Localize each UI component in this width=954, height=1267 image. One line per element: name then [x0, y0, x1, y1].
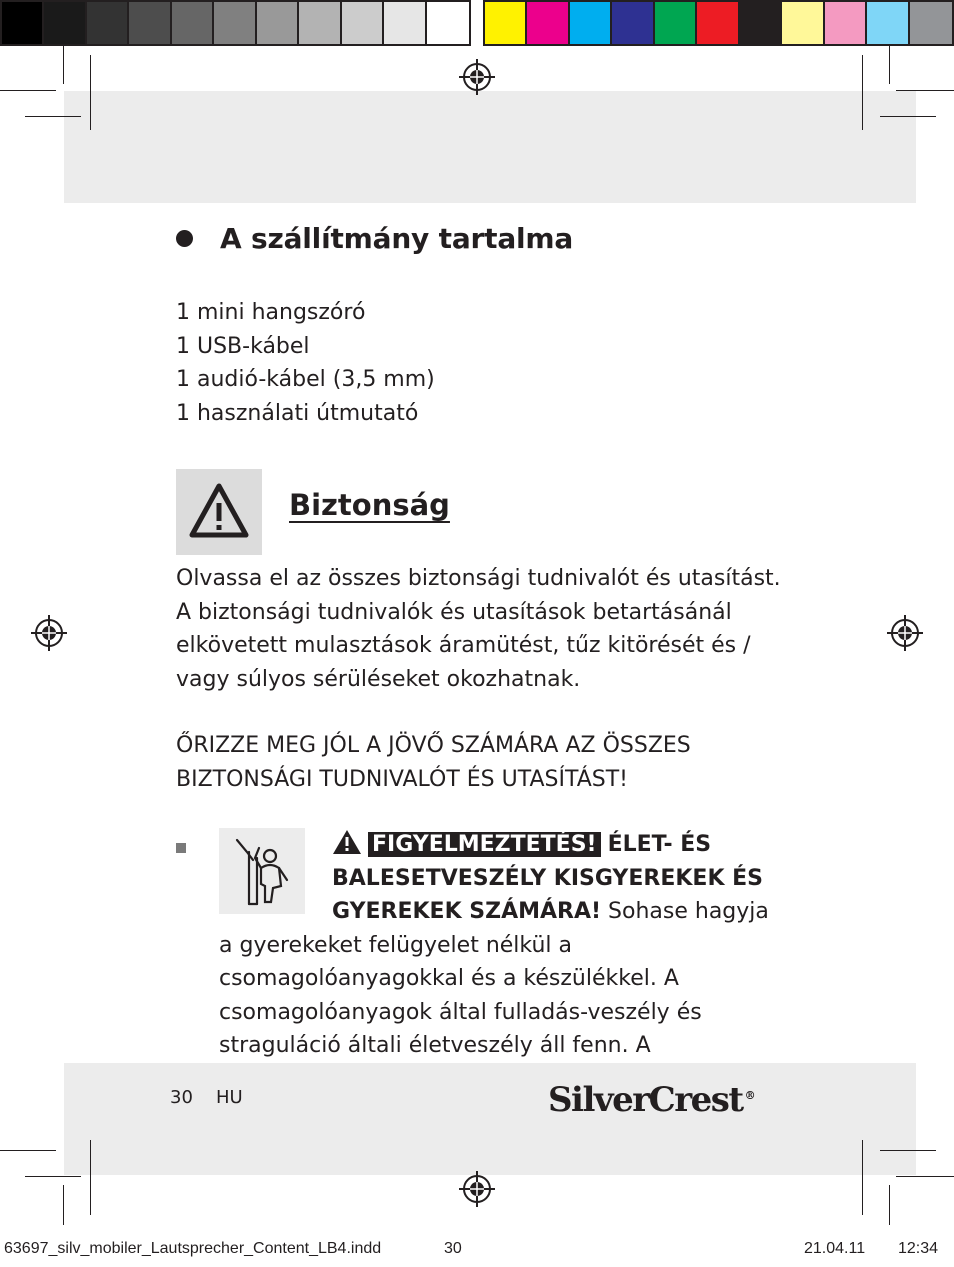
registration-mark-icon — [459, 1171, 495, 1207]
gray-swatch — [384, 2, 426, 44]
page-number: 30 — [170, 1087, 193, 1108]
keep-instructions-notice: ŐRIZZE MEG JÓL A JÖVŐ SZÁMÁRA AZ ÖSSZES BIZTONSÁGI TUDNIVALÓT ÉS UTASÍTÁST! — [176, 733, 691, 792]
slug-page: 30 — [444, 1240, 462, 1257]
section-heading-contents — [176, 222, 573, 255]
gray-swatch — [172, 2, 214, 44]
registration-mark-icon — [31, 615, 67, 651]
heading-bullet-icon — [176, 230, 193, 247]
list-item: 1 audió-kábel (3,5 mm) — [176, 367, 435, 392]
color-swatch — [740, 2, 782, 44]
warning-triangle-icon — [332, 829, 362, 855]
slug-time: 12:34 — [898, 1240, 939, 1257]
brand-logo — [548, 1080, 756, 1120]
slug-date: 21.04.11 — [804, 1240, 866, 1257]
color-swatch — [867, 2, 909, 44]
color-swatch — [655, 2, 697, 44]
list-bullet-icon — [176, 843, 186, 853]
gray-swatch — [427, 2, 469, 44]
grayscale-color-bar — [0, 0, 471, 46]
process-color-bar — [483, 0, 954, 46]
registered-mark: ® — [744, 1088, 756, 1102]
safety-intro-text: Olvassa el az összes biztonsági tudnivalót és utasítást. A biztonsági tudnivalók és utasítások betartásánál elkövetett mulasztások áramütést, tűz kitörését és / vagy súlyos sérüléseket okozhatnak. — [176, 566, 781, 692]
warning-label: FIGYELMEZTETÉS! — [368, 832, 601, 857]
color-swatch — [612, 2, 654, 44]
list-item: 1 USB-kábel — [176, 333, 310, 359]
color-swatch — [910, 2, 952, 44]
color-swatch — [527, 2, 569, 44]
color-swatch — [782, 2, 824, 44]
gray-swatch — [257, 2, 299, 44]
color-swatch — [697, 2, 739, 44]
registration-mark-icon — [887, 615, 923, 651]
list-item: 1 használati útmutató — [176, 400, 419, 426]
child-safety-warning — [219, 828, 784, 1063]
page-language: HU — [216, 1087, 243, 1108]
gray-swatch — [342, 2, 384, 44]
gray-swatch — [129, 2, 171, 44]
gray-swatch — [214, 2, 256, 44]
list-item: 1 mini hangszóró — [176, 300, 366, 325]
warning-text: Sohase hagyja a gyerekeket felügyelet nélkül a csomagolóanyagokkal és a készülékkel. A csomagolóanyagok által fulladás-veszély és straguláció általi életveszély áll fenn. A — [219, 899, 769, 1058]
warning-headline: ÉLET- ÉS BALESETVESZÉLY KISGYEREKEK ÉS GYEREKEK SZÁMÁRA! — [332, 832, 764, 924]
gray-swatch — [299, 2, 341, 44]
footer-band — [64, 1063, 916, 1175]
gray-swatch — [2, 2, 44, 44]
brand-name: SilverCrest — [548, 1080, 743, 1120]
color-swatch — [485, 2, 527, 44]
color-swatch — [570, 2, 612, 44]
slug-filename: 63697_silv_mobiler_Lautsprecher_Content_LB4.indd — [4, 1240, 382, 1257]
safety-heading: Biztonság — [289, 488, 450, 522]
gray-swatch — [44, 2, 86, 44]
registration-mark-icon — [459, 59, 495, 95]
gray-swatch — [87, 2, 129, 44]
color-swatch — [825, 2, 867, 44]
header-band — [64, 91, 916, 203]
contents-list — [176, 296, 435, 430]
warning-triangle-icon — [176, 469, 262, 555]
contents-title: A szállítmány tartalma — [220, 222, 574, 255]
